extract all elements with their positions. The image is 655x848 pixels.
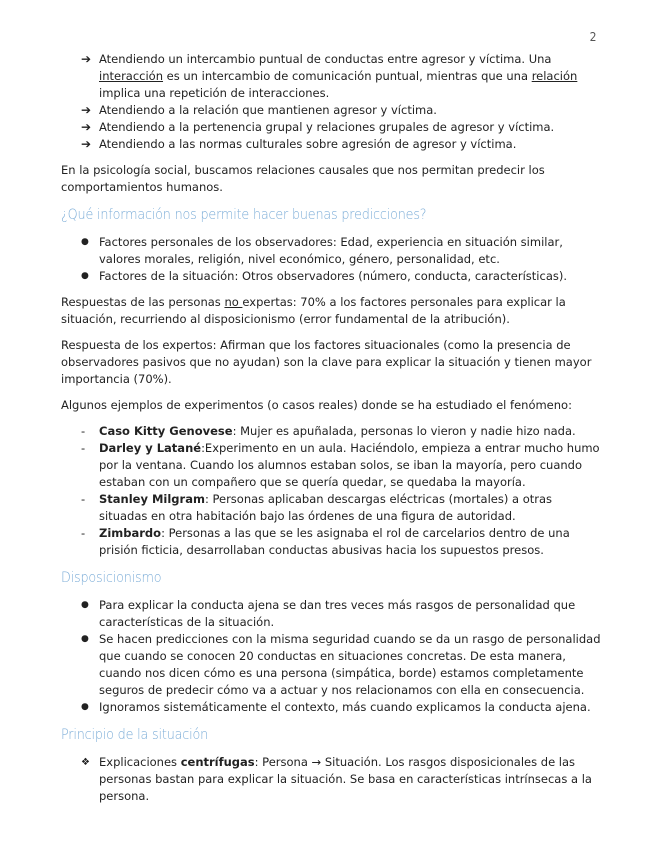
arrow-right-icon: ➔ bbox=[81, 103, 92, 117]
underlined-term: no bbox=[224, 295, 243, 309]
disposition-list bbox=[61, 597, 601, 716]
diamond-bullet-icon: ❖ bbox=[81, 757, 90, 768]
heading-predictions: ¿Qué información nos permite hacer buenas predicciones? bbox=[61, 207, 427, 223]
list-item: ➔ Atendiendo a la pertenencia grupal y relaciones grupales de agresor y víctima. bbox=[81, 120, 555, 134]
paragraph-experts: Respuesta de los expertos: Afirman que los factores situacionales (como la presencia de observadores pasivos que no ayudan) son la clave para explicar la situación y tienen mayor importancia (70%). bbox=[61, 338, 592, 386]
paragraph-nonexperts: Respuestas de las personas no expertas: 70% a los factores personales para explicar la situación, recurriendo al disposicionismo (error fundamental de la atribución). bbox=[61, 295, 566, 326]
list-item: - Caso Kitty Genovese: Mujer es apuñalada, personas lo vieron y nadie hizo nada. bbox=[81, 424, 576, 438]
dash-marker: - bbox=[81, 441, 86, 455]
document-body bbox=[61, 51, 601, 814]
underlined-term: interacción bbox=[99, 69, 164, 83]
paragraph-causal: En la psicología social, buscamos relaciones causales que nos permitan predecir los comportamientos humanos. bbox=[61, 163, 545, 194]
dash-marker: - bbox=[81, 526, 86, 540]
list-item: - Darley y Latané:Experimento en un aula. Haciéndolo, empieza a entrar mucho humo por la ventana. Cuando los alumnos estaban solos, se iban la mayoría, pero cuando estaban con un compañero que se quería quedar, se quedaba la mayoría. bbox=[81, 441, 600, 489]
list-item: ● Factores de la situación: Otros observadores (número, conducta, características). bbox=[81, 269, 568, 283]
arrow-right-icon: ➔ bbox=[81, 137, 92, 151]
bullet-icon: ● bbox=[81, 600, 89, 610]
bullet-icon: ● bbox=[81, 702, 89, 712]
list-item: ● Factores personales de los observadores: Edad, experiencia en situación similar, valores morales, religión, nivel económico, género, personalidad, etc. bbox=[81, 235, 563, 266]
experiment-name: Caso Kitty Genovese bbox=[99, 424, 233, 438]
page-number: 2 bbox=[589, 30, 597, 44]
underlined-term: relación bbox=[531, 69, 578, 83]
list-item: ➔ Atendiendo a la relación que mantienen agresor y víctima. bbox=[81, 103, 437, 117]
dash-marker: - bbox=[81, 424, 86, 438]
list-item: ➔ Atendiendo un intercambio puntual de conductas entre agresor y víctima. Una interacción es un intercambio de comunicación puntual, mientras que una relación implica una repetición de interacciones. bbox=[81, 52, 578, 100]
bullet-icon: ● bbox=[81, 634, 89, 644]
dash-marker: - bbox=[81, 492, 86, 506]
heading-disposition: Disposicionismo bbox=[61, 570, 162, 586]
list-item: ➔ Atendiendo a las normas culturales sobre agresión de agresor y víctima. bbox=[81, 137, 517, 151]
list-item: ● Ignoramos sistemáticamente el contexto, más cuando explicamos la conducta ajena. bbox=[81, 700, 591, 714]
factors-list bbox=[61, 234, 601, 285]
list-item: ● Para explicar la conducta ajena se dan tres veces más rasgos de personalidad que características de la situación. bbox=[81, 598, 576, 629]
bullet-icon: ● bbox=[81, 237, 89, 247]
situation-list bbox=[61, 754, 601, 805]
list-item: - Stanley Milgram: Personas aplicaban descargas eléctricas (mortales) a otras situadas en otra habitación bajo las órdenes de una figura de autoridad. bbox=[81, 492, 553, 523]
experiment-name: Darley y Latané bbox=[99, 441, 202, 455]
list-item: ❖ Explicaciones centrífugas: Persona → Situación. Los rasgos disposicionales de las personas bastan para explicar la situación. Se basa en características intrínsecas a la persona. bbox=[81, 755, 592, 803]
list-item: - Zimbardo: Personas a las que se les asignaba el rol de carcelarios dentro de una prisión ficticia, desarrollaban conductas abusivas hacia los supuestos presos. bbox=[81, 526, 570, 557]
experiment-name: Stanley Milgram bbox=[99, 492, 205, 506]
arrow-right-icon: ➔ bbox=[81, 52, 92, 66]
heading-situation: Principio de la situación bbox=[61, 727, 209, 743]
experiment-name: Zimbardo bbox=[99, 526, 162, 540]
experiments-list bbox=[61, 423, 601, 559]
arrow-right-icon: ➔ bbox=[81, 120, 92, 134]
bullet-icon: ● bbox=[81, 271, 89, 281]
list-item: ● Se hacen predicciones con la misma seguridad cuando se da un rasgo de personalidad que cuando se conocen 20 conductas en situaciones concretas. De esta manera, cuando nos dicen cómo es una persona (simpática, borde) estamos completamente seguros de predecir cómo va a actuar y nos relacionamos con ella en consecuencia. bbox=[81, 632, 601, 697]
paragraph-examples: Algunos ejemplos de experimentos (o casos reales) donde se ha estudiado el fenómeno: bbox=[61, 398, 572, 412]
arrow-list bbox=[61, 51, 601, 153]
